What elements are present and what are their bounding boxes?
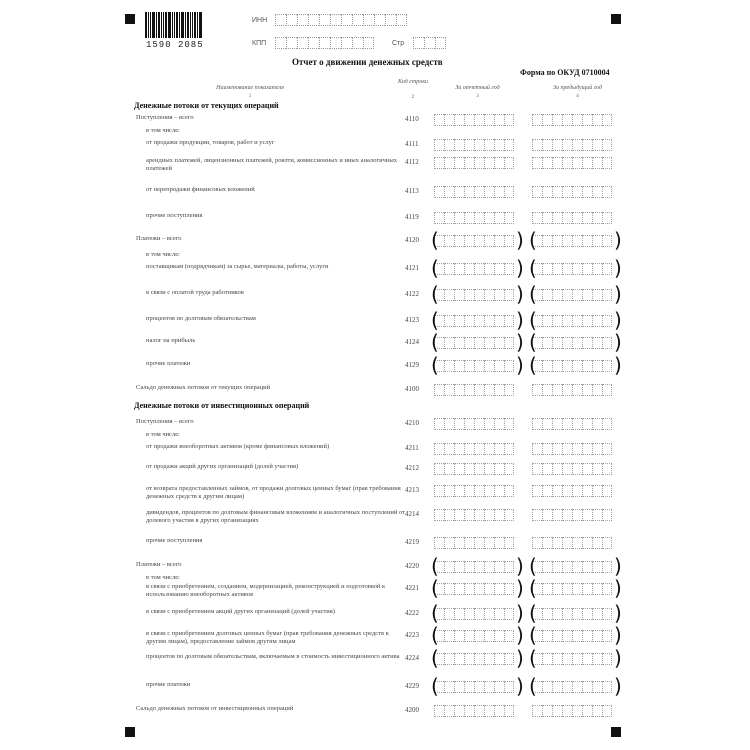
previous-year-field[interactable] [532, 463, 612, 475]
negative-close-paren: ) [614, 601, 622, 625]
previous-year-field[interactable] [532, 263, 612, 275]
current-year-field[interactable] [434, 583, 514, 595]
previous-year-field[interactable] [532, 157, 612, 169]
inn-field[interactable] [275, 14, 407, 26]
current-year-field[interactable] [434, 630, 514, 642]
negative-close-paren: ) [516, 353, 524, 377]
negative-open-paren: ( [529, 282, 537, 306]
row-label: прочие поступления [146, 537, 203, 544]
row-label: в том числе: [146, 251, 180, 258]
row-label: процентов по долговым обязательствам [146, 315, 256, 322]
negative-close-paren: ) [516, 623, 524, 647]
row-label: от продажи внеоборотных активов (кроме финансовых вложений) [146, 443, 330, 450]
row-code: 4211 [405, 444, 419, 452]
negative-open-paren: ( [529, 554, 537, 578]
row-label: Денежные потоки от текущих операций [134, 101, 279, 110]
form-okud-code: Форма по ОКУД 0710004 [520, 68, 610, 77]
row-label: в том числе: [146, 127, 180, 134]
negative-open-paren: ( [529, 646, 537, 670]
row-code: 4129 [405, 361, 419, 369]
current-year-field[interactable] [434, 337, 514, 349]
row-label: процентов по долговым обязательствам, включаемым в стоимость инвестиционного актива [146, 653, 400, 660]
previous-year-field[interactable] [532, 608, 612, 620]
barcode-number: 1590 2085 [146, 40, 204, 50]
negative-close-paren: ) [614, 646, 622, 670]
previous-year-field[interactable] [532, 360, 612, 372]
current-year-field[interactable] [434, 139, 514, 151]
row-code: 4111 [405, 140, 419, 148]
negative-close-paren: ) [516, 282, 524, 306]
row-code: 4124 [405, 338, 419, 346]
negative-open-paren: ( [529, 308, 537, 332]
current-year-field[interactable] [434, 537, 514, 549]
negative-close-paren: ) [614, 330, 622, 354]
row-code: 4210 [405, 419, 419, 427]
row-label: Платежи – всего [136, 235, 182, 242]
column-header-name: Наименование показателя [216, 85, 284, 91]
negative-open-paren: ( [431, 674, 439, 698]
negative-close-paren: ) [614, 353, 622, 377]
negative-close-paren: ) [516, 646, 524, 670]
row-label: в связи с приобретением долговых ценных бумаг (прав требования денежных средств к другим лицам), предоставление займов другим лицам [146, 630, 389, 645]
page-label: Стр [392, 40, 405, 47]
column-header-code: Код строки [398, 79, 429, 85]
previous-year-field[interactable] [532, 630, 612, 642]
negative-open-paren: ( [529, 674, 537, 698]
negative-open-paren: ( [529, 330, 537, 354]
row-label: дивидендов, процентов по долговым финансовым вложениям и аналогичных поступлений от долевого участия в других организациях [146, 509, 406, 524]
previous-year-field[interactable] [532, 443, 612, 455]
row-code: 4110 [405, 115, 419, 123]
row-label: в связи с оплатой труда работников [146, 289, 244, 296]
current-year-field[interactable] [434, 212, 514, 224]
current-year-field[interactable] [434, 509, 514, 521]
negative-close-paren: ) [516, 554, 524, 578]
previous-year-field[interactable] [532, 315, 612, 327]
current-year-field[interactable] [434, 315, 514, 327]
previous-year-field[interactable] [532, 537, 612, 549]
row-label: Поступления – всего [136, 114, 194, 121]
row-label: Денежные потоки от инвестиционных операций [134, 401, 310, 410]
current-year-field[interactable] [434, 485, 514, 497]
negative-open-paren: ( [431, 282, 439, 306]
row-code: 4123 [405, 316, 419, 324]
document-title: Отчет о движении денежных средств [292, 57, 443, 67]
kpp-field[interactable] [275, 37, 374, 49]
registration-mark-top-right [611, 14, 621, 24]
negative-open-paren: ( [431, 554, 439, 578]
page-number-field[interactable] [413, 37, 446, 49]
column-header-current-year: За отчетный год [455, 85, 500, 91]
inn-label: ИНН [252, 17, 268, 24]
row-code: 4223 [405, 631, 419, 639]
negative-open-paren: ( [529, 623, 537, 647]
negative-open-paren: ( [431, 330, 439, 354]
row-label: в том числе: [146, 574, 180, 581]
row-code: 4122 [405, 290, 419, 298]
row-code: 4222 [405, 609, 419, 617]
negative-open-paren: ( [431, 623, 439, 647]
registration-mark-bottom-left [125, 727, 135, 737]
row-code: 4213 [405, 486, 419, 494]
current-year-field[interactable] [434, 186, 514, 198]
previous-year-field[interactable] [532, 289, 612, 301]
row-label: прочие платежи [146, 681, 191, 688]
row-label: Сальдо денежных потоков от инвестиционных операций [136, 705, 294, 712]
row-code: 4120 [405, 236, 419, 244]
negative-open-paren: ( [529, 256, 537, 280]
previous-year-field[interactable] [532, 681, 612, 693]
column-number-2: 2 [411, 95, 415, 100]
previous-year-field[interactable] [532, 384, 612, 396]
negative-open-paren: ( [431, 576, 439, 600]
row-label: от продажи акций других организаций (долей участия) [146, 463, 299, 470]
negative-close-paren: ) [614, 576, 622, 600]
negative-close-paren: ) [516, 576, 524, 600]
row-label: в том числе: [146, 431, 180, 438]
negative-open-paren: ( [431, 256, 439, 280]
negative-close-paren: ) [614, 228, 622, 252]
previous-year-field[interactable] [532, 139, 612, 151]
row-label: прочие платежи [146, 360, 191, 367]
row-code: 4214 [405, 510, 419, 518]
current-year-field[interactable] [434, 263, 514, 275]
column-number-1: 1 [248, 94, 252, 99]
row-code: 4121 [405, 264, 419, 272]
previous-year-field[interactable] [532, 705, 612, 717]
column-header-previous-year: За предыдущий год [552, 85, 603, 91]
row-code: 4219 [405, 538, 419, 546]
barcode-image [145, 12, 213, 38]
row-label: от продажи продукции, товаров, работ и услуг [146, 139, 275, 146]
negative-open-paren: ( [529, 228, 537, 252]
current-year-field[interactable] [434, 561, 514, 573]
current-year-field[interactable] [434, 235, 514, 247]
negative-open-paren: ( [431, 308, 439, 332]
negative-close-paren: ) [614, 623, 622, 647]
previous-year-field[interactable] [532, 186, 612, 198]
current-year-field[interactable] [434, 418, 514, 430]
current-year-field[interactable] [434, 443, 514, 455]
row-code: 4229 [405, 682, 419, 690]
negative-close-paren: ) [516, 228, 524, 252]
row-label: в связи с приобретением, созданием, модернизацией, реконструкцией и подготовкой к использованию внеоборотных активов [146, 583, 386, 598]
row-label: арендных платежей, лицензионных платежей, роялти, комиссионных и иных аналогичных платежей [146, 157, 397, 172]
negative-close-paren: ) [516, 601, 524, 625]
kpp-label: КПП [252, 40, 267, 47]
row-code: 4224 [405, 654, 419, 662]
row-label: прочие поступления [146, 212, 203, 219]
negative-close-paren: ) [614, 308, 622, 332]
previous-year-field[interactable] [532, 235, 612, 247]
current-year-field[interactable] [434, 289, 514, 301]
negative-open-paren: ( [529, 601, 537, 625]
row-label: в связи с приобретением акций других организаций (долей участия) [146, 608, 335, 615]
row-code: 4113 [405, 187, 419, 195]
current-year-field[interactable] [434, 705, 514, 717]
negative-close-paren: ) [516, 330, 524, 354]
row-code: 4212 [405, 464, 419, 472]
previous-year-field[interactable] [532, 583, 612, 595]
row-code: 4220 [405, 562, 419, 570]
current-year-field[interactable] [434, 384, 514, 396]
negative-open-paren: ( [529, 576, 537, 600]
negative-open-paren: ( [431, 601, 439, 625]
row-code: 4100 [405, 385, 419, 393]
negative-close-paren: ) [516, 308, 524, 332]
row-label: налог на прибыль [146, 337, 196, 344]
current-year-field[interactable] [434, 114, 514, 126]
current-year-field[interactable] [434, 463, 514, 475]
row-label: Платежи – всего [136, 561, 182, 568]
negative-close-paren: ) [516, 256, 524, 280]
current-year-field[interactable] [434, 681, 514, 693]
current-year-field[interactable] [434, 157, 514, 169]
previous-year-field[interactable] [532, 337, 612, 349]
previous-year-field[interactable] [532, 561, 612, 573]
negative-close-paren: ) [614, 554, 622, 578]
registration-mark-top-left [125, 14, 135, 24]
row-label: поставщикам (подрядчикам) за сырье, материалы, работы, услуги [146, 263, 329, 270]
negative-close-paren: ) [516, 674, 524, 698]
row-code: 4112 [405, 158, 419, 166]
previous-year-field[interactable] [532, 114, 612, 126]
row-code: 4200 [405, 706, 419, 714]
negative-close-paren: ) [614, 674, 622, 698]
negative-close-paren: ) [614, 256, 622, 280]
row-label: Поступления – всего [136, 418, 194, 425]
registration-mark-bottom-right [611, 727, 621, 737]
previous-year-field[interactable] [532, 418, 612, 430]
row-code: 4221 [405, 584, 419, 592]
previous-year-field[interactable] [532, 509, 612, 521]
negative-open-paren: ( [431, 646, 439, 670]
current-year-field[interactable] [434, 360, 514, 372]
current-year-field[interactable] [434, 608, 514, 620]
current-year-field[interactable] [434, 653, 514, 665]
row-code: 4119 [405, 213, 419, 221]
row-label: Сальдо денежных потоков от текущих операций [136, 384, 271, 391]
negative-open-paren: ( [431, 228, 439, 252]
previous-year-field[interactable] [532, 485, 612, 497]
previous-year-field[interactable] [532, 212, 612, 224]
column-number-3: 3 [476, 94, 479, 99]
negative-open-paren: ( [431, 353, 439, 377]
previous-year-field[interactable] [532, 653, 612, 665]
row-label: от возврата предоставленных займов, от продажи долговых ценных бумаг (прав требования денежных средств к другим лицам) [146, 485, 401, 500]
column-number-4: 4 [576, 94, 579, 99]
negative-close-paren: ) [614, 282, 622, 306]
negative-open-paren: ( [529, 353, 537, 377]
row-label: от перепродажи финансовых вложений [146, 186, 255, 193]
